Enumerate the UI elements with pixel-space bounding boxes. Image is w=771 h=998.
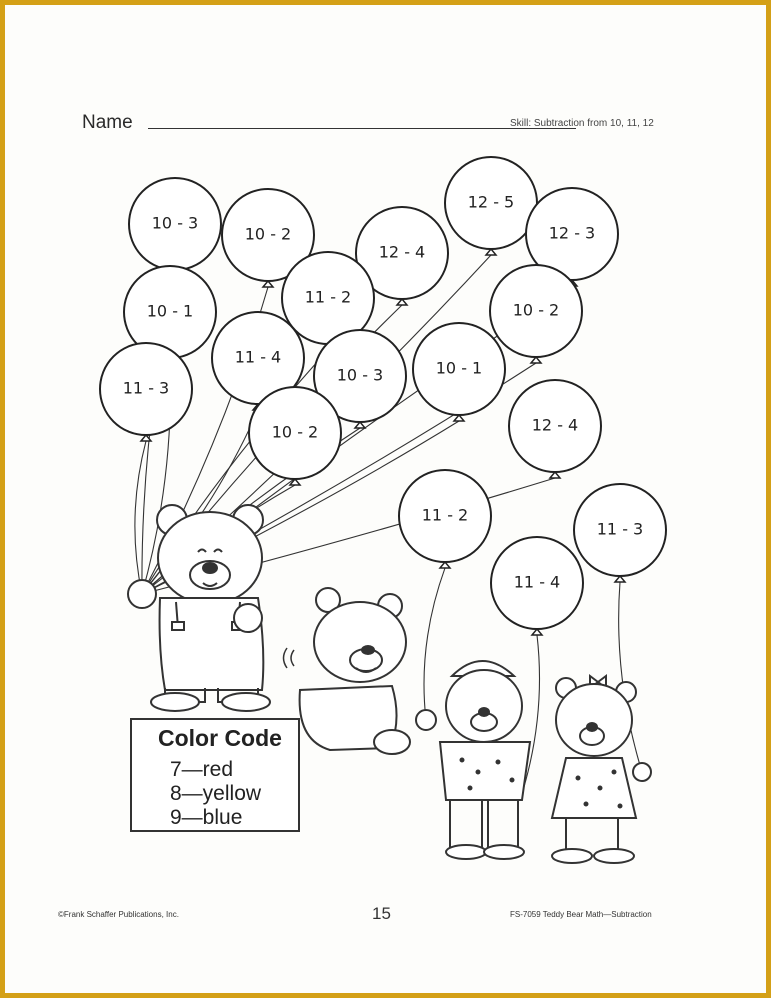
balloon-knot	[454, 415, 464, 421]
balloon[interactable]	[490, 265, 582, 363]
balloon-knot	[486, 249, 496, 255]
book-title: FS-7059 Teddy Bear Math—Subtraction	[510, 910, 652, 919]
balloon[interactable]	[100, 343, 192, 441]
balloon-problem: 11 - 2	[304, 287, 352, 307]
color-code-box	[130, 718, 300, 832]
balloon[interactable]	[129, 178, 221, 276]
balloon-problem: 10 - 1	[146, 301, 194, 321]
balloon-knot	[550, 472, 560, 478]
sitting-bear-illustration	[284, 588, 411, 754]
balloon-string	[424, 568, 445, 720]
page-number: 15	[372, 904, 391, 923]
balloon-knot	[615, 576, 625, 582]
color-code-title: Color Code	[158, 725, 282, 751]
balloon-problem: 12 - 4	[531, 415, 579, 435]
name-label: Name	[82, 112, 133, 133]
balloon-problem: 12 - 5	[467, 192, 515, 212]
balloon[interactable]	[413, 323, 505, 421]
balloon-string	[135, 441, 146, 594]
balloon-knot	[440, 562, 450, 568]
balloon-knot	[290, 479, 300, 485]
balloon[interactable]	[249, 387, 341, 485]
bear-holding-balloons-illustration	[128, 505, 270, 711]
balloon-problem: 11 - 4	[234, 347, 282, 367]
color-code-item: 9—blue	[170, 806, 243, 829]
bear-with-bow-illustration	[552, 676, 651, 863]
skill-label: Skill: Subtraction from 10, 11, 12	[510, 118, 654, 129]
balloon[interactable]	[509, 380, 601, 478]
color-code-item: 8—yellow	[170, 782, 262, 805]
balloon[interactable]	[445, 157, 537, 255]
balloon-problem: 10 - 1	[435, 358, 483, 378]
balloon-problem: 10 - 3	[151, 213, 199, 233]
balloon[interactable]	[574, 484, 666, 582]
balloon-problem: 10 - 2	[244, 224, 292, 244]
balloon-knot	[397, 299, 407, 305]
copyright-text: ©Frank Schaffer Publications, Inc.	[58, 910, 179, 919]
balloon[interactable]	[399, 470, 491, 568]
balloon-problem: 11 - 3	[596, 519, 644, 539]
balloon-problem: 10 - 3	[336, 365, 384, 385]
balloon-knot	[355, 422, 365, 428]
balloon-problem: 10 - 2	[271, 422, 319, 442]
balloon-knot	[532, 629, 542, 635]
balloon-problem: 11 - 3	[122, 378, 170, 398]
color-code-item: 7—red	[170, 758, 234, 781]
balloon[interactable]	[491, 537, 583, 635]
balloon-knot	[263, 281, 273, 287]
bear-with-cap-illustration	[416, 661, 530, 859]
balloon-problem: 12 - 4	[378, 242, 426, 262]
balloon-problem: 11 - 4	[513, 572, 561, 592]
balloon-problem: 11 - 2	[421, 505, 469, 525]
balloon-problem: 10 - 2	[512, 300, 560, 320]
balloon-problem: 12 - 3	[548, 223, 596, 243]
balloon-knot	[531, 357, 541, 363]
